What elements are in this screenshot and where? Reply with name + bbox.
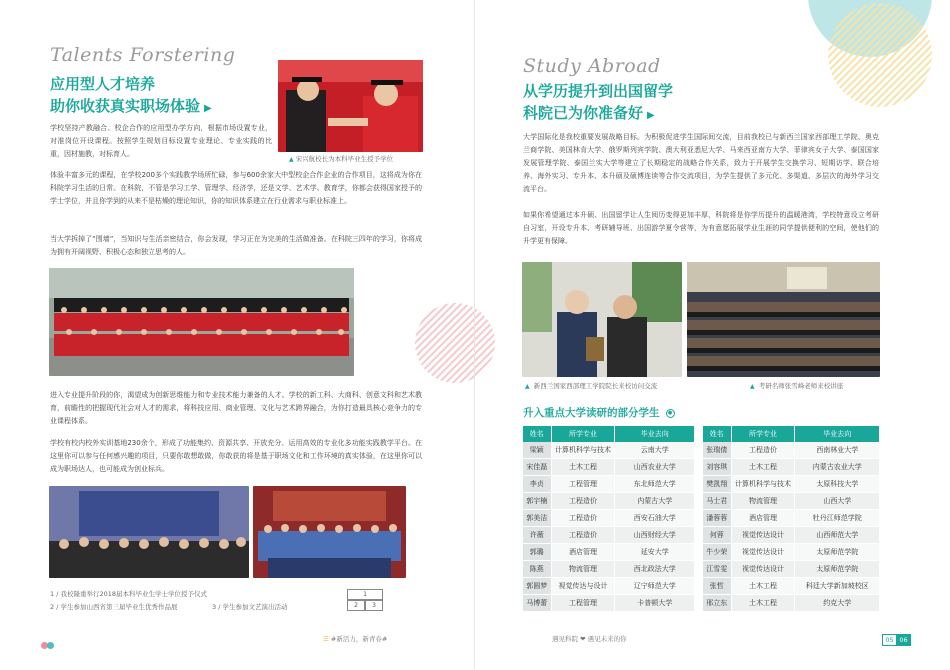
table-row: [703, 578, 880, 595]
caption-triangle-icon-3: ▲: [750, 383, 755, 390]
student-major: 物流管理: [731, 493, 795, 510]
table-header-major: 所学专业: [551, 426, 615, 442]
table-row: [523, 476, 695, 493]
student-destination: 西南林业大学: [795, 442, 880, 459]
graduation-group-illustration: [49, 268, 354, 376]
student-destination: 内蒙古大学: [615, 493, 695, 510]
student-name: 梁颖: [523, 442, 551, 459]
table-row: [523, 578, 695, 595]
performance-photo: [253, 486, 406, 578]
student-destination: 太原师范学院: [795, 561, 880, 578]
play-arrow-icon-right: ▶: [647, 110, 655, 121]
section-english-title: Talents Forstering: [50, 44, 236, 66]
table-row: [703, 561, 880, 578]
table-row: [703, 442, 880, 459]
table-header-destination: 毕业去向: [795, 426, 880, 442]
student-name: 江雪雯: [703, 561, 731, 578]
section-english-title-right: Study Abroad: [523, 55, 661, 77]
student-destination: 延安大学: [615, 544, 695, 561]
visit-photo-caption-text: 新西兰国家西部理工学院院长来校访问交流: [533, 382, 658, 390]
student-destination: 科廷大学新加坡校区: [795, 578, 880, 595]
student-major: 视觉传达与设计: [551, 578, 615, 595]
president-visit-illustration: [522, 262, 682, 377]
visit-photo-caption: [525, 381, 657, 390]
student-destination: 东北师范大学: [615, 476, 695, 493]
student-destination: 太原师范学院: [795, 544, 880, 561]
graduation-group-photo: [49, 268, 354, 376]
student-name: 潘蓉蓉: [703, 510, 731, 527]
paragraph-1: 学校坚持产教融合、校企合作的应用型办学方向，根据市场设置专业，对准岗位开设课程。按照学生规划目标设置专业理论、专业实践的比重，因材施教，对标育人。: [50, 124, 272, 158]
table-row: [703, 510, 880, 527]
student-name: 马士君: [703, 493, 731, 510]
student-name: 张瑞倩: [703, 442, 731, 459]
student-major: 土木工程: [731, 578, 795, 595]
student-destination: 太原科技大学: [795, 476, 880, 493]
section-title-right-line-2: [523, 102, 673, 127]
table-header-row: [703, 426, 880, 442]
students-table-right: [703, 426, 880, 612]
performance-illustration: [253, 486, 406, 578]
student-name: 何蓉: [703, 527, 731, 544]
student-name: 郭璐: [523, 544, 551, 561]
section-title-line-2: [50, 95, 212, 120]
lecture-photo-caption-text: 考研名师张雪峰老师来校讲座: [758, 382, 844, 390]
photo-index-box-2: 2: [347, 600, 365, 611]
table-row: [703, 595, 880, 612]
student-major: 工程管理: [551, 476, 615, 493]
lecture-photo-caption: [750, 381, 843, 390]
paragraph-3: 当大学拆掉了“围墙”，当知识与生活亲密结合，你会发现，学习正在为完美的生活做准备。在科院三四年的学习，你将成为拥有开阔视野、积极心态和独立思考的人。: [50, 235, 422, 256]
students-table-title: [523, 405, 675, 420]
student-major: 酒店管理: [551, 544, 615, 561]
student-name: 邢立东: [703, 595, 731, 612]
president-visit-photo: [522, 262, 682, 377]
footer-slogan-icon: ☰: [323, 635, 329, 643]
footer-slogan: [323, 634, 387, 643]
students-table-left: [523, 426, 695, 612]
student-name: 刘容琪: [703, 459, 731, 476]
table-header-name: 姓名: [703, 426, 731, 442]
play-arrow-icon: ▶: [204, 103, 212, 114]
student-name: 郭美洁: [523, 510, 551, 527]
degree-ceremony-photo: [278, 60, 423, 152]
section-title: [50, 73, 212, 120]
student-name: 许薇: [523, 527, 551, 544]
top-photo-caption: [289, 154, 393, 163]
table-row: [523, 459, 695, 476]
table-row: [523, 527, 695, 544]
student-destination: 西安石油大学: [615, 510, 695, 527]
paragraph-4: 进入专业提升阶段的你，渴望成为创新思维能力和专业技术能力兼备的人才。学校的新工科、大商科、创意文科和艺术教育，前瞻性的把握现代社会对人才的需求，将科技应用、商业管理、文化与艺术跨界融合，为你打造最具核心竞争力的专业课程体系。: [50, 391, 422, 425]
student-destination: 约克大学: [795, 595, 880, 612]
lecture-photo: [687, 262, 880, 377]
exhibition-photo: [49, 486, 249, 578]
table-row: [703, 493, 880, 510]
page-number-left: 05: [882, 634, 897, 646]
table-header-destination: 毕业去向: [615, 426, 695, 442]
student-name: 宋佳磊: [523, 459, 551, 476]
student-major: 视觉传达设计: [731, 561, 795, 578]
students-table-title-text: 升入重点大学读研的部分学生: [523, 407, 660, 419]
student-name: 李贞: [523, 476, 551, 493]
student-major: 土木工程: [731, 459, 795, 476]
table-row: [523, 595, 695, 612]
student-major: 工程造价: [551, 493, 615, 510]
student-destination: 云南大学: [615, 442, 695, 459]
lecture-illustration: [687, 262, 880, 377]
student-name: 牛少荣: [703, 544, 731, 561]
student-major: 工程造价: [551, 510, 615, 527]
table-header-major: 所学专业: [731, 426, 795, 442]
teal-dot-icon: [47, 642, 54, 649]
student-destination: 内蒙古农业大学: [795, 459, 880, 476]
table-header-name: 姓名: [523, 426, 551, 442]
student-major: 视觉传达设计: [731, 544, 795, 561]
photo-index-box-3: 3: [365, 600, 383, 611]
caption-triangle-icon-2: ▲: [525, 383, 530, 390]
table-row: [703, 476, 880, 493]
footer-tagline: 遇见科院 ❤ 遇见未来的你: [552, 635, 627, 643]
student-destination: 山西师范大学: [795, 527, 880, 544]
student-name: 陈燕: [523, 561, 551, 578]
table-row: [523, 561, 695, 578]
student-major: 酒店管理: [731, 510, 795, 527]
student-major: 土木工程: [731, 595, 795, 612]
table-row: [523, 544, 695, 561]
student-destination: 辽宁师范大学: [615, 578, 695, 595]
table-header-row: [523, 426, 695, 442]
section-title-right-line-1: 从学历提升到出国留学: [523, 82, 674, 100]
footnote-3: 3 / 学生参加文艺演出活动: [212, 603, 288, 611]
student-name: 郭宇楠: [523, 493, 551, 510]
paragraph-2: 体验丰富多元的课程，在学校200多个实践教学场所忙碌，参与600余家大中型校企合作企业的合作项目，这将成为你在科院学习生活的日常。在科院，不管是学习工学、管理学、经济学，还是文学、艺术学、教育学，你都会获得国家授予的学士学位，并且你学到的从来不是枯燥的理论知识，你的知识体系建立在行业需求与职业标准上。: [50, 171, 422, 205]
target-icon: ●: [666, 409, 675, 418]
student-name: 樊凯翔: [703, 476, 731, 493]
section-title-line-1: 应用型人才培养: [50, 75, 156, 93]
student-major: 计算机科学与技术: [551, 442, 615, 459]
paragraph-5: 学校有校内校外实训基地230余个，形成了功能集约、资源共享、开放充分、运用高效的专业化多功能实践教学平台。在这里你可以参与任何感兴趣的项目，只要你敢想敢做，你敢获的将是基于职场文化和工作环境的真实体验，在这里你可以成为职场达人，也可能成为创业标兵。: [50, 439, 422, 473]
footer-slogan-text: #新活力，新青春#: [330, 635, 388, 643]
exhibition-illustration: [49, 486, 249, 578]
student-major: 工程管理: [551, 595, 615, 612]
student-destination: 山西大学: [795, 493, 880, 510]
paragraph-right-1: 大学国际化是我校重要发展战略目标。为积极促进学生国际间交流，目前我校已与新西兰国家西部理工学院、奥克兰商学院、美国林肯大学、俄罗斯列宾学院、澳大利亚悉尼大学、马来西亚南方大学、菲律宾女子大学、泰国国家发展管理学院、泰国兰实大学等建立了长期稳定的战略合作关系，致力于开展学生交换学习、短期访学、联合培养、海外实习、专升本、本升硕及硕博连读等合作交流项目，为学生提供了多元化、多渠道、多层次的海外学习交流平台。: [523, 133, 879, 193]
degree-ceremony-illustration: [278, 60, 423, 152]
table-row: [703, 544, 880, 561]
paragraph-right-2: 如果你希望通过本升硕、出国留学让人生阅历变得更加丰厚，科院将是你学历提升的温暖港湾，学校特意设立考研自习室，开设专升本、考研辅导班、出国游学夏令营等，为有意愿拓展学业生涯的同学提供便利的空间，使他们的升学更有保障。: [523, 211, 879, 245]
table-row: [703, 459, 880, 476]
student-destination: 牡丹江师范学院: [795, 510, 880, 527]
student-name: 马博蕾: [523, 595, 551, 612]
student-major: 计算机科学与技术: [731, 476, 795, 493]
section-title-line-2-text: 助你收获真实职场体验: [50, 97, 201, 115]
student-major: 工程造价: [551, 527, 615, 544]
right-page: [475, 0, 950, 670]
student-destination: 山西财经大学: [615, 527, 695, 544]
student-major: 物流管理: [551, 561, 615, 578]
student-name: 郭圆梦: [523, 578, 551, 595]
section-title-right: [523, 80, 673, 127]
footnote-2: 2 / 学生参加山西省第三届毕业生优秀作品展: [50, 603, 178, 611]
top-photo-caption-text: 宋兴航校长为本科毕业生授予学位: [295, 155, 394, 163]
footer-dots: [41, 634, 54, 653]
table-row: [523, 493, 695, 510]
table-row: [523, 442, 695, 459]
student-name: 张哲: [703, 578, 731, 595]
student-major: 土木工程: [551, 459, 615, 476]
caption-triangle-icon: ▲: [289, 156, 294, 163]
student-major: 视觉传达设计: [731, 527, 795, 544]
student-major: 工程造价: [731, 442, 795, 459]
table-row: [703, 527, 880, 544]
photo-index-box-1: 1: [347, 589, 383, 600]
student-destination: 卡普顿大学: [615, 595, 695, 612]
table-row: [523, 510, 695, 527]
student-destination: 山西农业大学: [615, 459, 695, 476]
footnote-1: 1 / 我校隆重举行2018届本科毕业生学士学位授予仪式: [50, 590, 207, 598]
section-title-right-line-2-text: 科院已为你准备好: [523, 104, 644, 122]
page-number-right: 06: [896, 634, 911, 646]
student-destination: 西北政法大学: [615, 561, 695, 578]
